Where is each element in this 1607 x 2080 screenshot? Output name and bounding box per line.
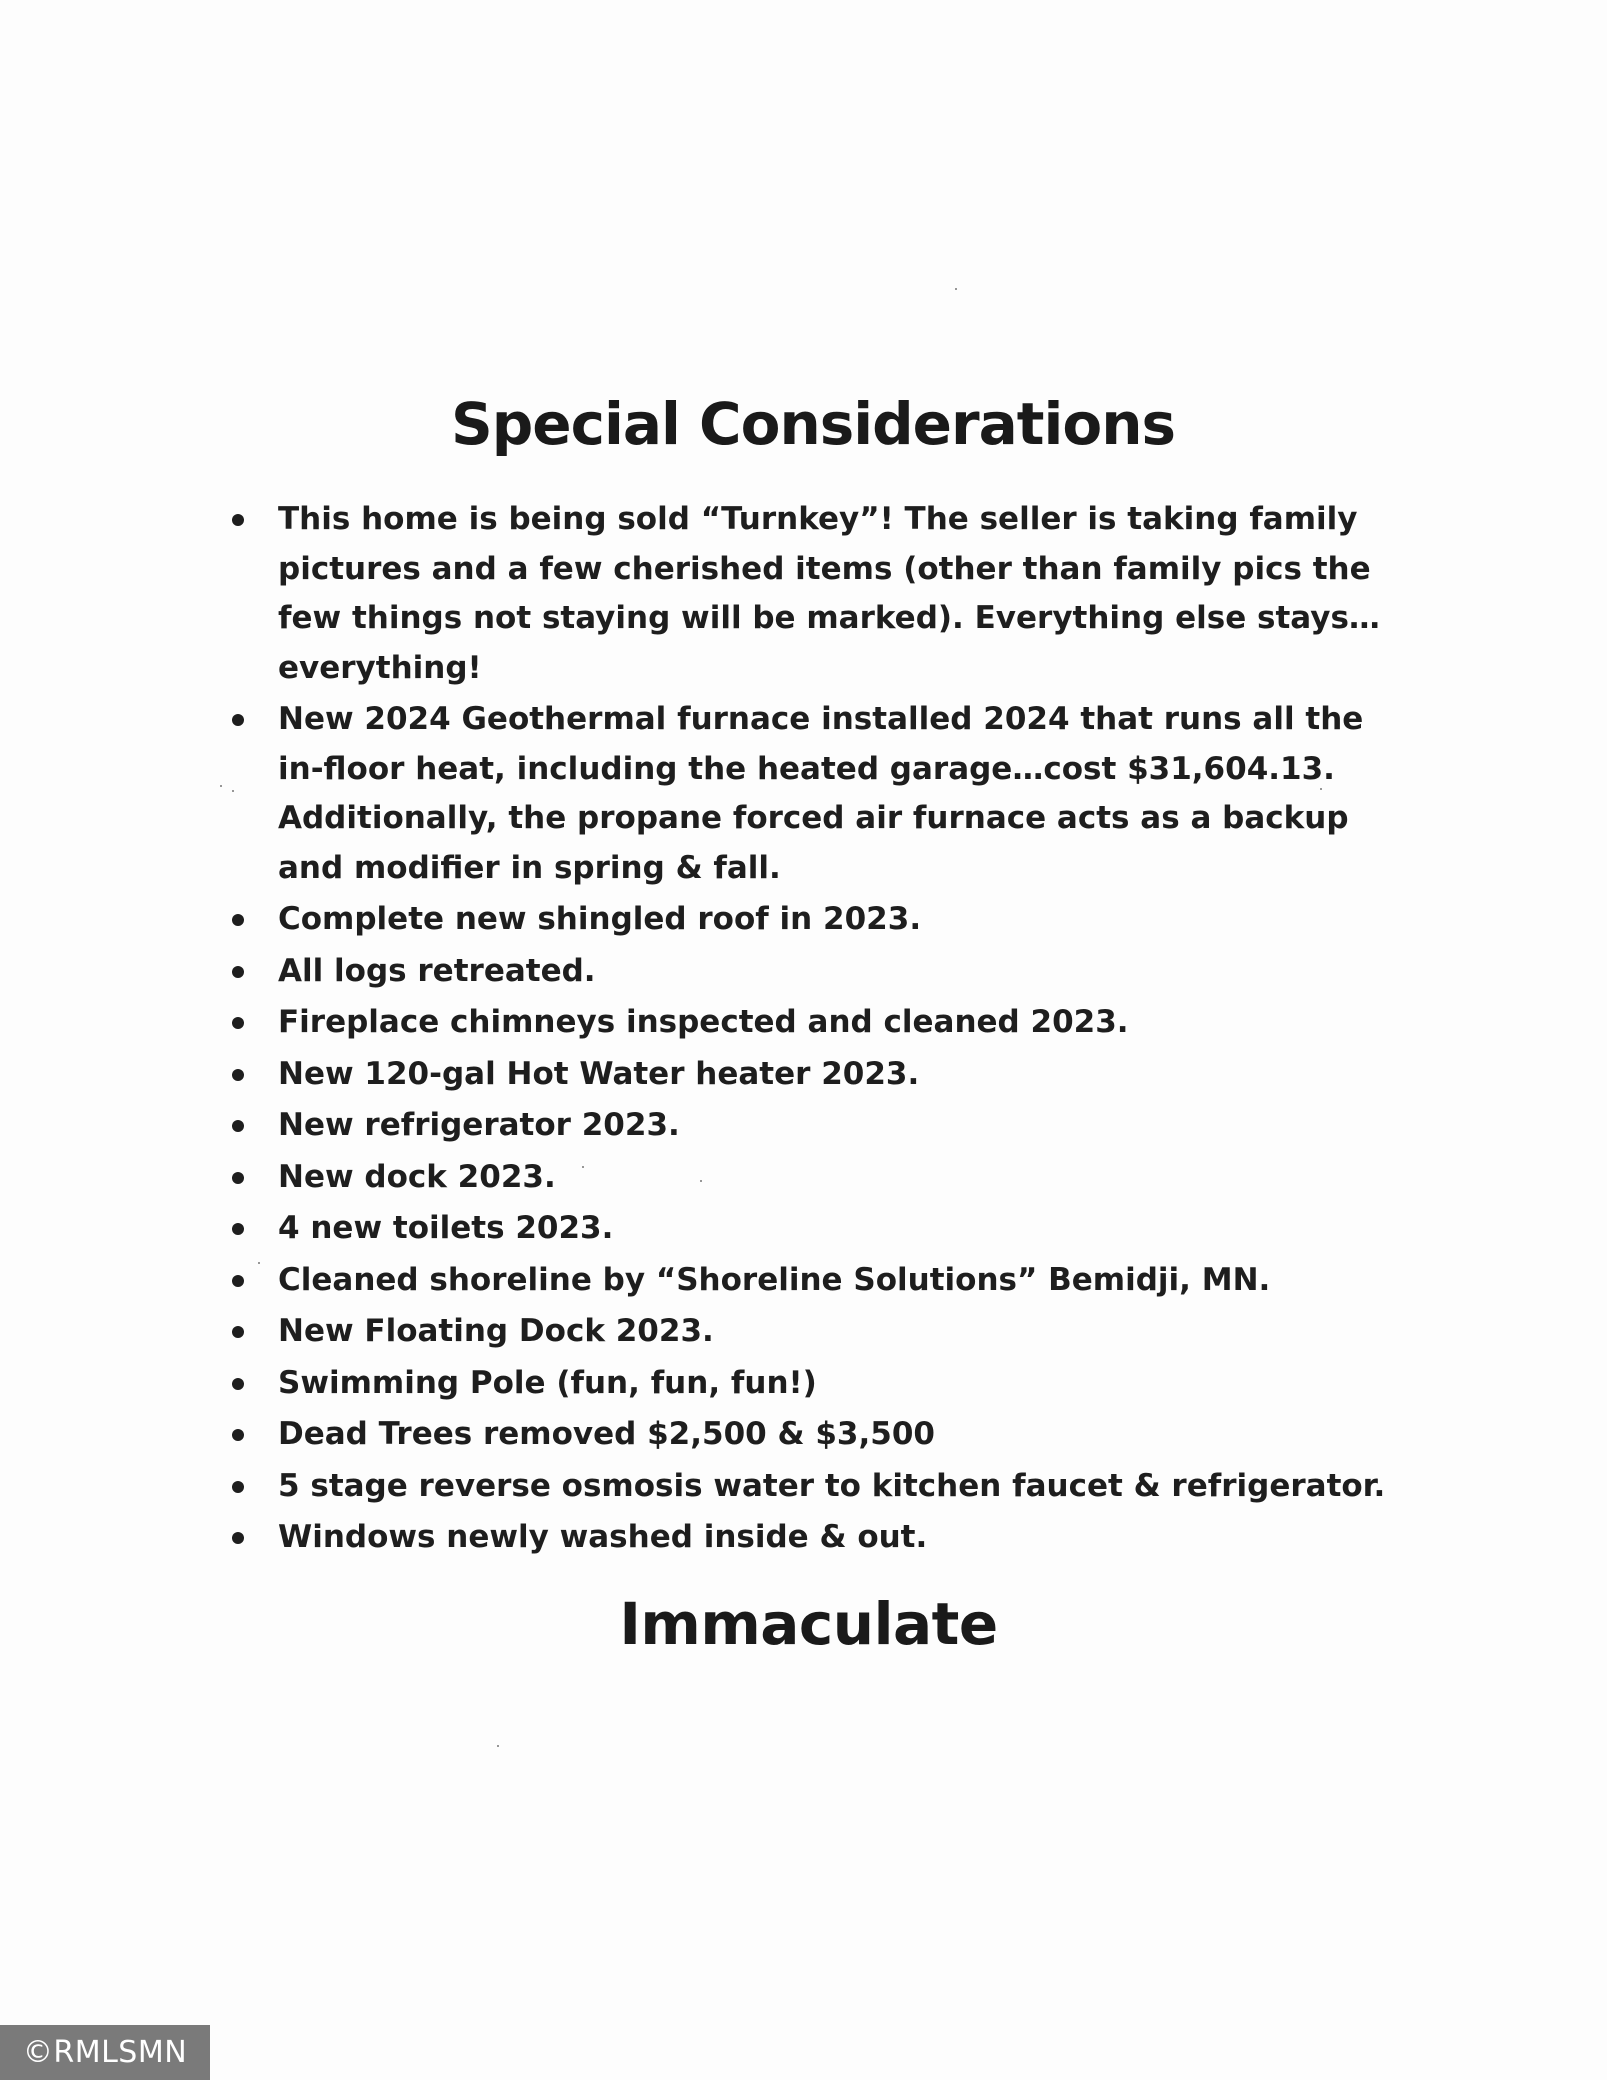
page-title: Special Considerations xyxy=(450,390,1176,458)
list-item xyxy=(230,998,1410,1048)
bullet-icon xyxy=(232,714,244,726)
list-item-text: Dead Trees removed $2,500 & $3,500 xyxy=(278,1416,935,1452)
list-item xyxy=(230,695,1410,893)
bullet-icon xyxy=(232,914,244,926)
list-item-text: New Floating Dock 2023. xyxy=(278,1313,714,1349)
bullet-icon xyxy=(232,1429,244,1441)
bullet-icon xyxy=(232,1532,244,1544)
scan-speck xyxy=(232,790,234,792)
scan-speck xyxy=(1320,788,1322,790)
list-item-text: New refrigerator 2023. xyxy=(278,1107,680,1143)
bullet-icon xyxy=(232,1120,244,1132)
list-item xyxy=(230,495,1410,693)
list-item xyxy=(230,1050,1410,1100)
bullet-icon xyxy=(232,1481,244,1493)
bullet-icon xyxy=(232,1069,244,1081)
scan-speck xyxy=(497,1745,499,1747)
list-item xyxy=(230,1462,1410,1512)
list-item xyxy=(230,895,1410,945)
bullet-icon xyxy=(232,1275,244,1287)
list-item xyxy=(230,1256,1410,1306)
bullet-icon xyxy=(232,966,244,978)
closing-heading: Immaculate xyxy=(619,1590,998,1658)
list-item-text: Swimming Pole (fun, fun, fun!) xyxy=(278,1364,817,1401)
bullet-icon xyxy=(232,1017,244,1029)
scan-speck xyxy=(220,785,222,787)
scan-speck xyxy=(700,1180,702,1182)
list-item xyxy=(230,1153,1410,1203)
list-item-text: Complete new shingled roof in 2023. xyxy=(278,901,922,937)
bullet-icon xyxy=(232,1172,244,1184)
list-item-text: 4 new toilets 2023. xyxy=(278,1210,614,1246)
considerations-list xyxy=(230,495,1410,1565)
scan-speck xyxy=(955,288,957,290)
list-item-text: Windows newly washed inside & out. xyxy=(278,1519,928,1555)
bullet-icon xyxy=(232,1223,244,1235)
list-item-text: New 120-gal Hot Water heater 2023. xyxy=(278,1055,920,1092)
list-item xyxy=(230,1101,1410,1151)
list-item xyxy=(230,1513,1410,1563)
list-item-text: Fireplace chimneys inspected and cleaned 2023. xyxy=(278,1004,1129,1040)
list-item xyxy=(230,1410,1410,1460)
list-item-text: Cleaned shoreline by “Shoreline Solutions” Bemidji, MN. xyxy=(278,1261,1271,1298)
list-item-text: New dock 2023. xyxy=(278,1158,556,1195)
list-item xyxy=(230,1359,1410,1409)
bullet-icon xyxy=(232,1326,244,1338)
bullet-icon xyxy=(232,1378,244,1390)
list-item xyxy=(230,1204,1410,1254)
list-item-text: This home is being sold “Turnkey”! The seller is taking family pictures and a few cherished items (other than family pics the few things not staying will be marked). Everything else stays…everything! xyxy=(278,501,1380,686)
list-item xyxy=(230,947,1410,997)
list-item-text: All logs retreated. xyxy=(278,952,596,989)
scan-speck xyxy=(582,1166,584,1168)
list-item-text: 5 stage reverse osmosis water to kitchen faucet & refrigerator. xyxy=(278,1467,1386,1504)
copyright-watermark: ©RMLSMN xyxy=(0,2025,210,2080)
list-item xyxy=(230,1307,1410,1357)
bullet-icon xyxy=(232,514,244,526)
scan-speck xyxy=(258,1262,260,1264)
list-item-text: New 2024 Geothermal furnace installed 2024 that runs all the in-floor heat, including the heated garage…cost $31,604.13. Additionally, the propane forced air furnace acts as a backup and modifier in spring & fall. xyxy=(278,701,1364,886)
